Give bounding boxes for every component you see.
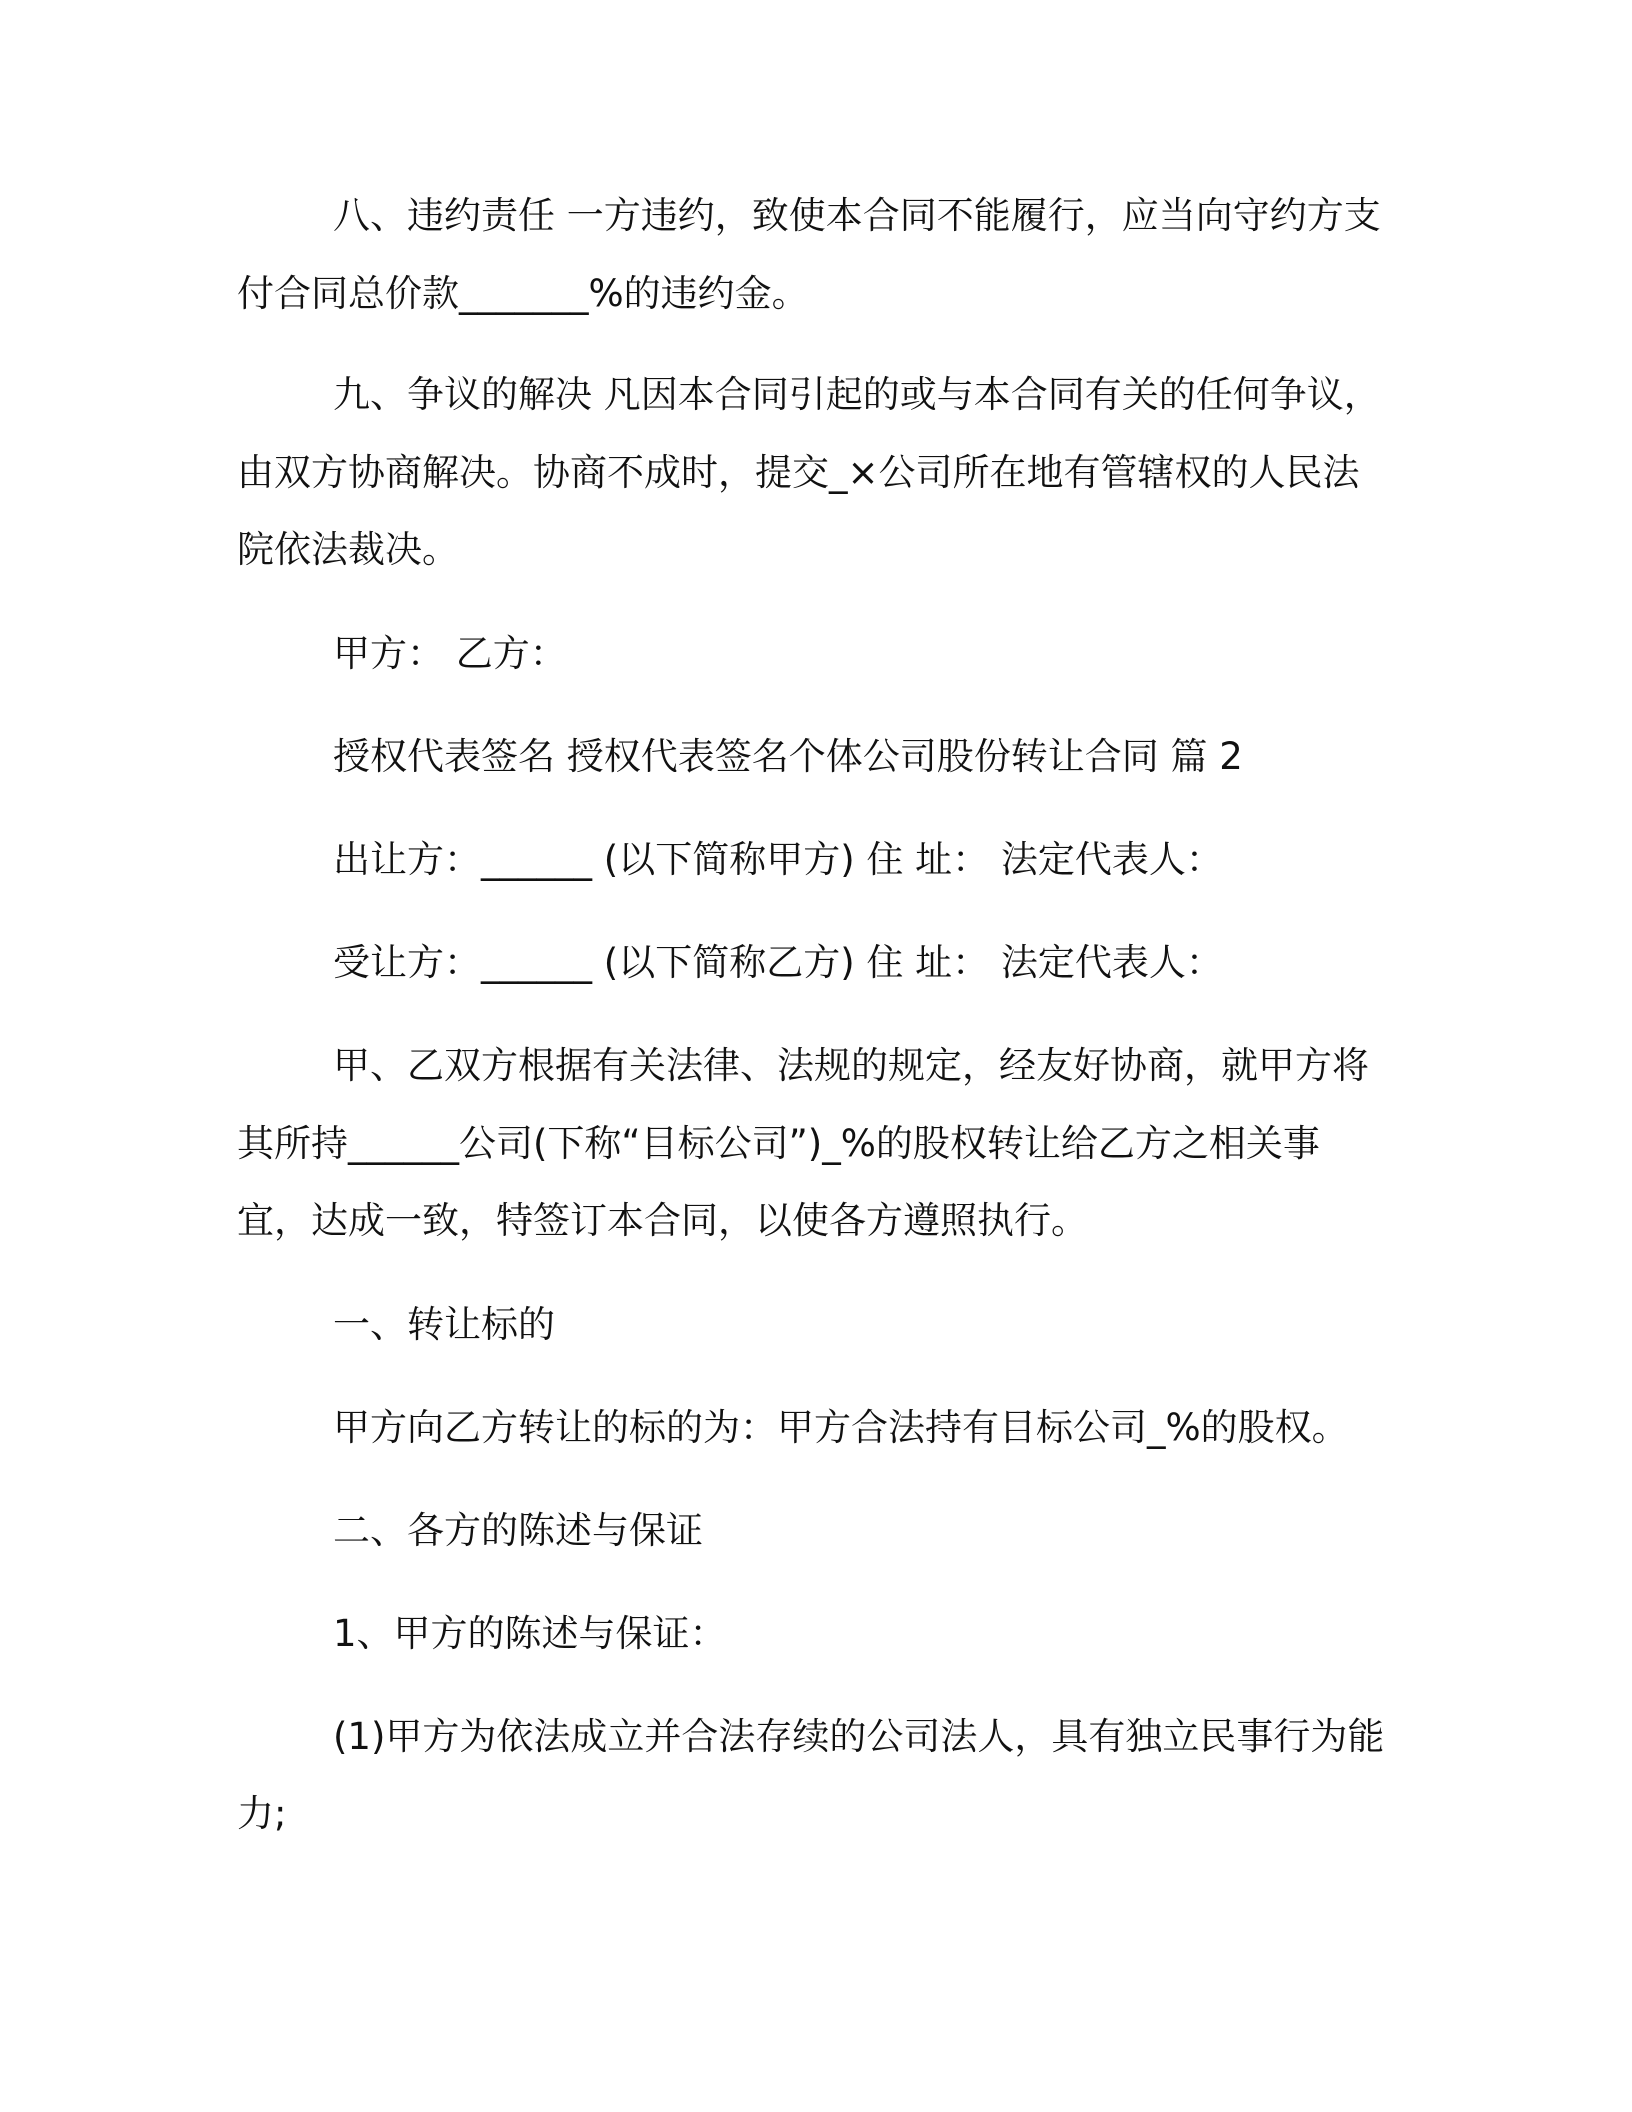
preamble-line-1: 甲、乙双方根据有关法律、法规的规定，经友好协商，就甲方将 bbox=[333, 1044, 1369, 1087]
clause-9-line-3: 院依法裁决。 bbox=[237, 528, 459, 571]
clause-8-line-1: 八、违约责任 一方违约，致使本合同不能履行，应当向守约方支 bbox=[333, 194, 1381, 237]
signature-representatives-title: 授权代表签名 授权代表签名个体公司股份转让合同 篇 2 bbox=[333, 735, 1243, 778]
section-2-heading: 二、各方的陈述与保证 bbox=[333, 1509, 703, 1552]
clause-8-line-2: 付合同总价款_______%的违约金。 bbox=[237, 272, 809, 315]
transferor-info: 出让方：______ (以下简称甲方) 住 址： 法定代表人： bbox=[333, 838, 1223, 881]
section-2-1-item-1-line-2: 力; bbox=[237, 1792, 287, 1835]
clause-9-line-1: 九、争议的解决 凡因本合同引起的或与本合同有关的任何争议， bbox=[333, 373, 1381, 416]
transferee-info: 受让方：______ (以下简称乙方) 住 址： 法定代表人： bbox=[333, 941, 1223, 984]
section-2-1-heading: 1、甲方的陈述与保证： bbox=[333, 1612, 727, 1655]
section-1-text: 甲方向乙方转让的标的为：甲方合法持有目标公司_%的股权。 bbox=[333, 1406, 1349, 1449]
clause-9-line-2: 由双方协商解决。协商不成时，提交_×公司所在地有管辖权的人民法 bbox=[237, 451, 1360, 494]
signature-parties: 甲方： 乙方： bbox=[333, 632, 567, 675]
section-2-1-item-1-line-1: (1)甲方为依法成立并合法存续的公司法人，具有独立民事行为能 bbox=[333, 1715, 1385, 1758]
preamble-line-2: 其所持______公司(下称“目标公司”)_%的股权转让给乙方之相关事 bbox=[237, 1122, 1320, 1165]
section-1-heading: 一、转让标的 bbox=[333, 1303, 555, 1346]
preamble-line-3: 宜，达成一致，特签订本合同，以使各方遵照执行。 bbox=[237, 1199, 1088, 1242]
